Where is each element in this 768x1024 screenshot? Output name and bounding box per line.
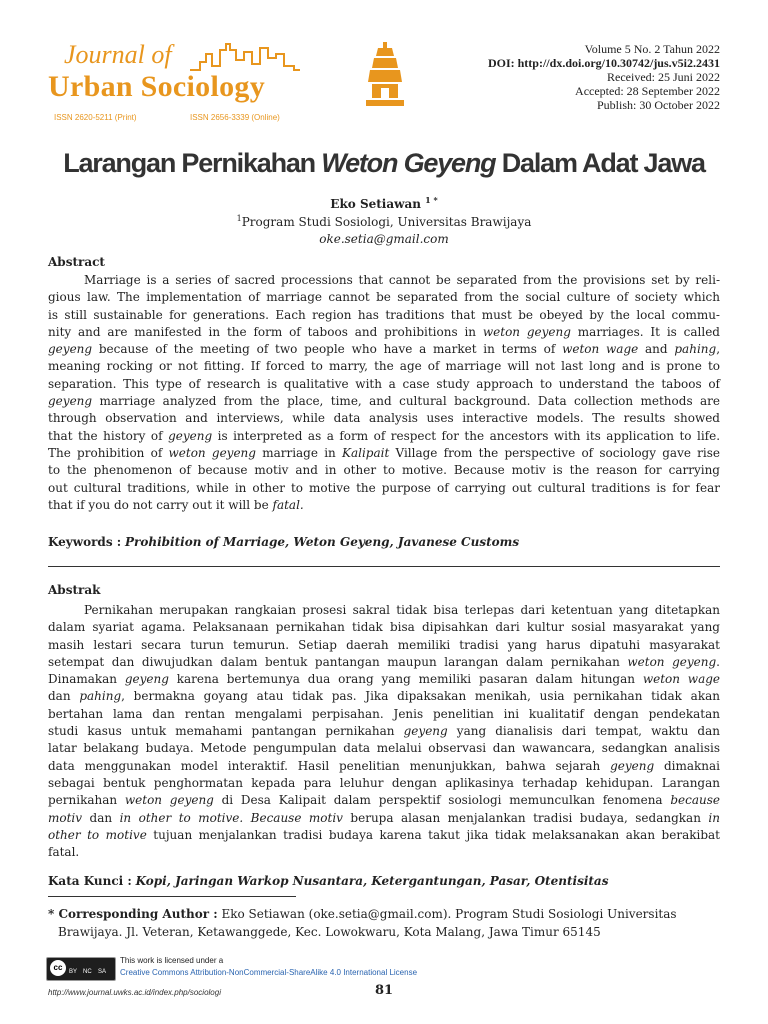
text-segment: Dinamakan — [48, 672, 125, 687]
title-part1: Larangan Pernikahan — [63, 148, 322, 178]
text-segment: di Desa Kalipait dalam perspektif sosiologi memunculkan fenomena — [213, 793, 671, 808]
text-segment: that if you do not carry out it will be — [48, 497, 273, 512]
italic-term: geyeng — [168, 428, 213, 443]
cc-license-badge[interactable] — [46, 957, 116, 981]
italic-term: weton geyeng — [627, 654, 717, 669]
text-line — [48, 358, 720, 375]
volume-info: Volume 5 No. 2 Tahun 2022 — [584, 42, 720, 56]
footnote-divider — [48, 896, 296, 897]
journal-logo-line2: Urban Sociology — [48, 70, 266, 103]
text-segment: Pernikahan merupakan rangkaian prosesi sakral tidak bisa terlepas dari ketentuan yang ditetapkan — [84, 603, 720, 617]
received-date: Received: 25 Juni 2022 — [607, 70, 720, 84]
text-segment: , bermakna goyang atau tidak pas. Jika dipaksakan menikah, usia pernikahan tidak akan — [121, 689, 720, 704]
license-text — [120, 955, 417, 979]
text-line — [48, 654, 720, 671]
italic-term: pahing — [674, 342, 717, 357]
author-name — [0, 195, 768, 211]
italic-term: geyeng — [48, 342, 93, 357]
text-line — [48, 393, 720, 410]
keywords — [48, 535, 519, 549]
text-line — [48, 723, 720, 740]
text-line — [48, 706, 720, 723]
text-line — [48, 307, 720, 324]
text-line — [48, 671, 720, 688]
text-line — [48, 272, 720, 289]
text-segment: and — [638, 342, 675, 357]
issn-print: ISSN 2620-5211 (Print) — [54, 113, 137, 122]
text-segment: meaning rocking or not fitting. If forced to marry, the age of marriage will not last long and is prone to — [48, 359, 720, 374]
text-line — [48, 637, 720, 654]
journal-logo-line1: Journal of — [64, 40, 172, 69]
text-line — [48, 428, 720, 445]
article-meta — [488, 42, 720, 112]
text-segment: marriage analyzed from the place, time, and cultural background. Data collection methods are — [92, 394, 720, 409]
abstract-heading: Abstract — [48, 255, 105, 269]
text-segment: studi kasus untuk memahami pantangan pernikahan — [48, 724, 404, 739]
italic-term: other to motive — [48, 827, 147, 842]
text-segment: Marriage is a series of sacred processions that cannot be separated from the provisions set by reli- — [84, 273, 720, 287]
cc-icon: cc — [50, 960, 66, 976]
text-segment: through observation and interviews, while data analysis uses interactive models. The results showed — [48, 411, 720, 426]
text-line — [48, 775, 720, 792]
text-segment: latar belakang budaya. Metode pengumpulan data melalui observasi dan wawancara, sedangkan analisis — [48, 741, 720, 756]
corresponding-author — [48, 905, 720, 941]
text-line — [48, 289, 720, 306]
text-segment: because of the meeting of two people who have a market in terms of — [92, 342, 563, 357]
publish-date: Publish: 30 October 2022 — [597, 98, 720, 112]
text-segment: dan — [82, 810, 120, 825]
doi-link[interactable]: DOI: http://dx.doi.org/10.30742/jus.v5i2.2431 — [487, 56, 720, 70]
text-segment: masih lestari secara turun temurun. Setiap daerah memiliki tradisi yang harus dipatuhi masyarakat — [48, 637, 720, 652]
text-segment: out cultural traditions, while in other to motive the purpose of carrying out cultural traditions is for fear — [48, 480, 720, 495]
text-segment: yang dianalisis dari tempat, waktu dan — [447, 724, 720, 739]
text-segment: bertahan lama dan rentan mengalami perpisahan. Jenis penelitian ini kualitatif dengan pendekatan — [48, 706, 720, 721]
author-email[interactable]: oke.setia@gmail.com — [319, 232, 449, 246]
italic-term: geyeng — [610, 758, 655, 773]
license-link[interactable]: Creative Commons Attribution-NonCommercial-ShareAlike 4.0 International License — [120, 968, 418, 977]
text-segment: setempat dan diwujudkan dalam bentuk pantangan maupun larangan dalam pernikahan — [48, 654, 628, 669]
italic-term: Kalipait — [341, 445, 390, 460]
text-segment: pernikahan — [48, 793, 125, 808]
text-line — [48, 758, 720, 775]
text-segment: The prohibition of — [48, 445, 169, 460]
text-line — [48, 602, 720, 619]
issn-online: ISSN 2656-3339 (Online) — [190, 113, 280, 122]
text-line — [48, 480, 720, 497]
affiliation-sup: 1 — [236, 214, 242, 223]
text-line — [48, 810, 720, 827]
italic-term: geyeng — [48, 394, 93, 409]
text-segment: Village from the perspective of sociology gave rise — [389, 445, 721, 460]
text-segment: berupa alasan menjalankan tradisi budaya, sedangkan — [342, 810, 709, 825]
italic-term: weton geyeng — [482, 324, 571, 339]
author-name-text: Eko Setiawan — [330, 197, 421, 211]
text-segment: separation. This type of research is qualitative with a case study approach to understand the taboos of — [48, 376, 720, 391]
italic-term: weton geyeng — [124, 793, 214, 808]
affiliation-text: Program Studi Sosiologi, Universitas Brawijaya — [241, 215, 532, 229]
text-segment: nity and are manifested in the form of taboos and prohibitions in — [48, 324, 483, 339]
italic-term: because — [670, 793, 721, 808]
text-line — [48, 619, 720, 636]
text-segment: dalam syariat agama. Pelaksanaan pernikahan tidak bisa dipisahkan dari kultur sosial masyarakat yang — [48, 620, 720, 635]
license-intro: This work is licensed under a — [120, 956, 224, 965]
keywords-value: Prohibition of Marriage, Weton Geyeng, Javanese Customs — [125, 535, 520, 549]
author-mark: 1 * — [425, 195, 438, 205]
text-segment: data menggunakan model interaktif. Hasil penelitian menunjukkan, bahwa sejarah — [48, 758, 611, 773]
abstrak-heading: Abstrak — [48, 583, 101, 597]
italic-term: in — [708, 810, 720, 825]
text-line — [48, 341, 720, 358]
text-segment: , — [716, 342, 721, 357]
cc-by-icon: BY — [69, 969, 78, 975]
accepted-date: Accepted: 28 September 2022 — [575, 84, 720, 98]
italic-term: geyeng — [403, 724, 448, 739]
text-segment: dimaknai — [654, 758, 720, 773]
text-line — [48, 827, 720, 844]
text-segment: . — [716, 654, 720, 669]
text-segment: marriage in — [255, 445, 342, 460]
abstrak-body — [48, 602, 720, 861]
text-segment: is still sustainable for generations. Each region has traditions that must be obeyed by the local commu- — [48, 307, 720, 322]
cc-nc-icon: NC — [83, 969, 92, 975]
italic-term: geyeng — [124, 672, 169, 687]
text-line — [48, 792, 720, 809]
text-segment: karena bertemunya dua orang yang memiliki pasaran dalam hitungan — [168, 672, 643, 687]
corresponding-line1: Eko Setiawan (oke.setia@gmail.com). Program Studi Sosiologi Universitas — [217, 907, 677, 921]
kata-kunci-label: Kata Kunci : — [48, 874, 132, 888]
corresponding-line2: Brawijaya. Jl. Veteran, Ketawanggede, Kec. Lowokwaru, Kota Malang, Jawa Timur 65145 — [58, 925, 601, 939]
text-segment: is interpreted as a form of respect for the ancestors with its application to life. — [212, 428, 721, 443]
section-divider — [48, 566, 720, 567]
kata-kunci — [48, 874, 608, 888]
text-line — [48, 445, 720, 462]
city-skyline-icon — [190, 40, 300, 74]
text-segment: to the phenomenon of because motiv and in other to motive. Because motiv is the reason for carrying — [48, 463, 720, 478]
temple-logo-icon — [364, 42, 406, 110]
kata-kunci-value: Kopi, Jaringan Warkop Nusantara, Ketergantungan, Pasar, Otentisitas — [135, 874, 609, 888]
abstract-body — [48, 272, 720, 514]
italic-term: weton geyeng — [168, 445, 256, 460]
text-segment: that the history of — [48, 428, 169, 443]
author-affiliation — [0, 214, 768, 229]
text-segment: sebagai bentuk penghormatan kepada para leluhur dengan aplikasinya terhadap kehidupan. Larangan — [48, 775, 720, 790]
text-line — [48, 410, 720, 427]
italic-term: weton wage — [562, 342, 639, 357]
text-segment: dan — [48, 689, 80, 704]
text-segment: tujuan menjalankan tradisi budaya karena takut jika tidak melaksanakan akan berakibat — [146, 827, 721, 842]
italic-term: pahing — [79, 689, 122, 704]
corresponding-label: * Corresponding Author : — [48, 907, 218, 921]
text-segment: marriages. It is called — [570, 324, 720, 339]
text-line — [48, 688, 720, 705]
text-line — [48, 462, 720, 479]
title-italic: Weton Geyeng — [321, 148, 496, 178]
text-line — [48, 376, 720, 393]
text-line — [48, 844, 720, 861]
text-line — [48, 740, 720, 757]
text-segment: fatal. — [48, 845, 80, 860]
title-part2: Dalam Adat Jawa — [495, 148, 705, 178]
italic-term: fatal. — [272, 497, 304, 512]
text-line — [48, 324, 720, 341]
text-segment: gious law. The implementation of marriage cannot be separated from the social culture of society which — [48, 290, 720, 305]
keywords-label: Keywords : — [48, 535, 122, 549]
italic-term: motiv — [48, 810, 83, 825]
journal-url[interactable]: http://www.journal.uwks.ac.id/index.php/sociologi — [48, 988, 221, 997]
text-line — [48, 497, 720, 514]
paper-title — [0, 148, 768, 179]
italic-term: in other to motive. Because motiv — [119, 810, 343, 825]
italic-term: weton wage — [642, 672, 721, 687]
cc-sa-icon: SA — [98, 969, 107, 975]
page-number: 81 — [374, 983, 394, 998]
